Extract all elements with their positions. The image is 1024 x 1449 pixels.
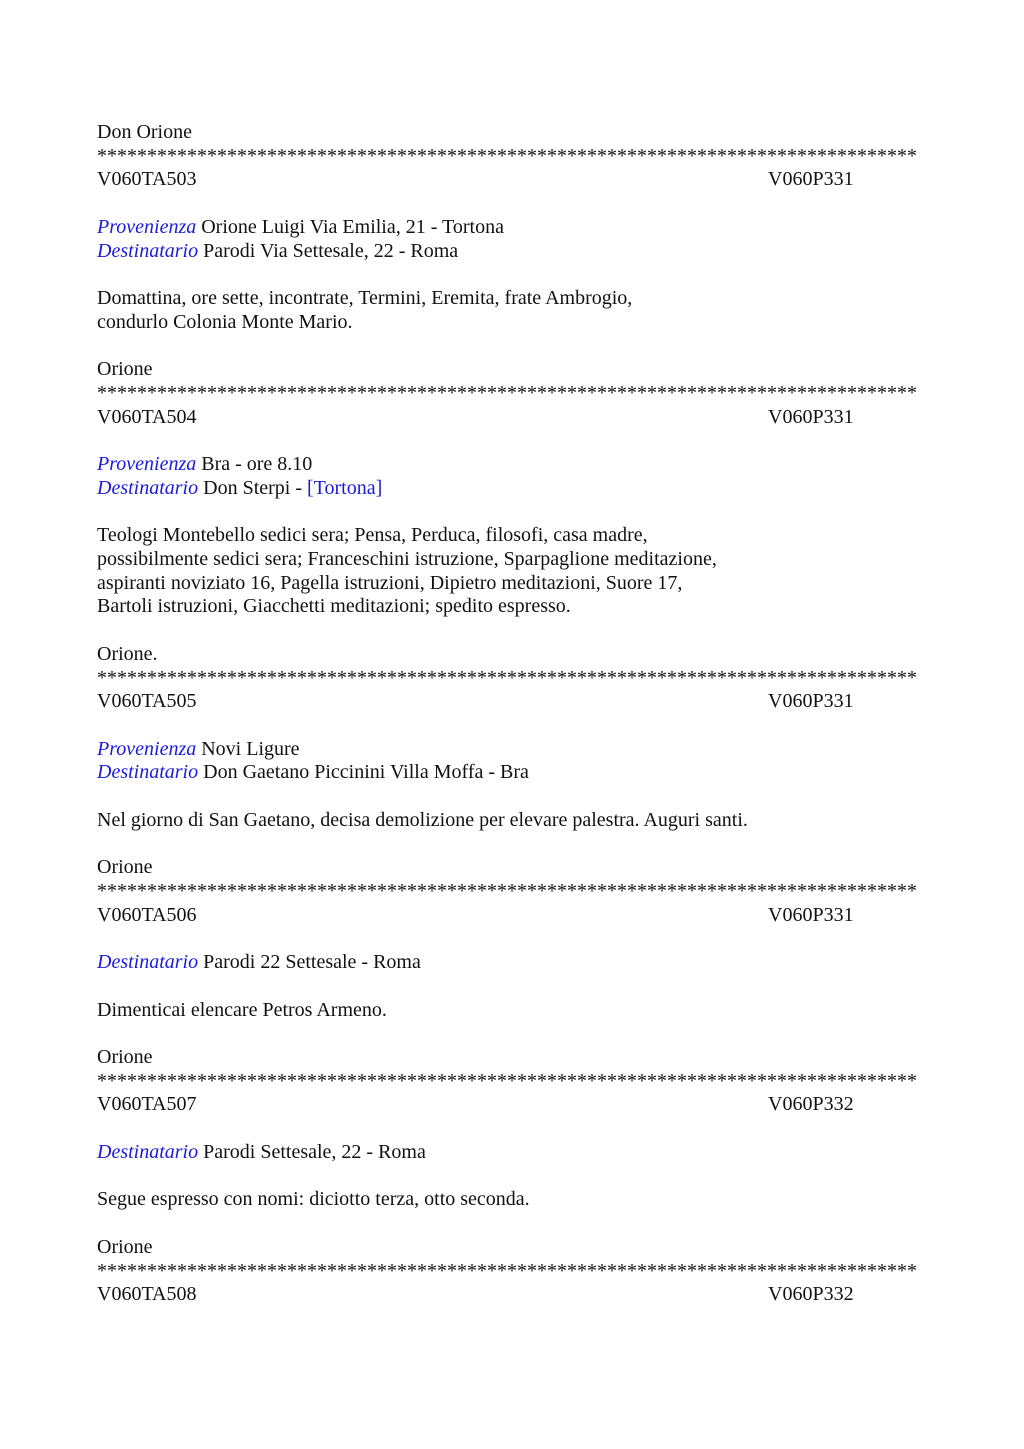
- destinatario-line: [97, 761, 927, 785]
- entry-id: V060TA504: [97, 405, 197, 428]
- destinatario-label: Destinatario: [97, 951, 199, 974]
- body-line: Teologi Montebello sedici sera; Pensa, Perduca, filosofi, casa madre,: [97, 524, 648, 547]
- signature: Orione.: [97, 642, 158, 665]
- entry-header: [97, 1283, 927, 1307]
- body-line: possibilmente sedici sera; Franceschini istruzione, Sparpaglione meditazione,: [97, 547, 717, 570]
- provenienza-label: Provenienza: [97, 215, 197, 238]
- page-ref: V060P331: [768, 405, 854, 428]
- separator: **********************************************************************************: [97, 666, 917, 689]
- page-ref: V060P332: [768, 1283, 854, 1306]
- separator: **********************************************************************************: [97, 1069, 917, 1092]
- entry-id: V060TA503: [97, 168, 197, 191]
- destinatario-label: Destinatario: [97, 239, 199, 262]
- destinatario-value: Parodi 22 Settesale - Roma: [203, 951, 421, 974]
- provenienza-value: Novi Ligure: [201, 737, 300, 760]
- entry-id: V060TA508: [97, 1283, 197, 1306]
- destinatario-value: Parodi Settesale, 22 - Roma: [203, 1140, 426, 1163]
- body-line: condurlo Colonia Monte Mario.: [97, 310, 353, 333]
- destinatario-label: Destinatario: [97, 1140, 199, 1163]
- destinatario-line: [97, 477, 927, 501]
- body-line: aspiranti noviziato 16, Pagella istruzioni, Dipietro meditazioni, Suore 17,: [97, 571, 683, 594]
- provenienza-label: Provenienza: [97, 453, 197, 476]
- document-page: [97, 121, 927, 1307]
- destinatario-line: [97, 951, 927, 975]
- destinatario-value: Don Gaetano Piccinini Villa Moffa - Bra: [203, 761, 529, 784]
- destinatario-label: Destinatario: [97, 761, 199, 784]
- destinatario-line: [97, 1141, 927, 1165]
- signature: Orione: [97, 1046, 153, 1069]
- destinatario-label: Destinatario: [97, 476, 199, 499]
- provenienza-line: [97, 216, 927, 240]
- provenienza-value: Orione Luigi Via Emilia, 21 - Tortona: [201, 215, 504, 238]
- body-line: Domattina, ore sette, incontrate, Termini, Eremita, frate Ambrogio,: [97, 287, 633, 310]
- page-ref: V060P332: [768, 1093, 854, 1116]
- signature: Don Orione: [97, 121, 192, 143]
- entry-header: [97, 904, 927, 928]
- entry-header: [97, 168, 927, 192]
- destinatario-value: Parodi Via Settesale, 22 - Roma: [203, 239, 459, 262]
- signature: Orione: [97, 1235, 153, 1258]
- page-ref: V060P331: [768, 903, 854, 926]
- body-line: Segue espresso con nomi: diciotto terza, otto seconda.: [97, 1188, 530, 1211]
- page-ref: V060P331: [768, 168, 854, 191]
- entry-header: [97, 690, 927, 714]
- separator: **********************************************************************************: [97, 381, 917, 404]
- entry-id: V060TA505: [97, 690, 197, 713]
- body-line: Dimenticai elencare Petros Armeno.: [97, 998, 387, 1021]
- signature: Orione: [97, 856, 153, 879]
- signature: Orione: [97, 358, 153, 381]
- page-ref: V060P331: [768, 690, 854, 713]
- body-line: Nel giorno di San Gaetano, decisa demolizione per elevare palestra. Auguri santi.: [97, 808, 748, 831]
- entry-id: V060TA507: [97, 1093, 197, 1116]
- body-line: Bartoli istruzioni, Giacchetti meditazioni; spedito espresso.: [97, 595, 571, 618]
- entry-header: [97, 406, 927, 430]
- separator: **********************************************************************************: [97, 880, 917, 902]
- entry-header: [97, 1093, 927, 1117]
- separator: **********************************************************************************: [97, 144, 917, 167]
- entry-id: V060TA506: [97, 903, 197, 926]
- separator: **********************************************************************************: [97, 1259, 917, 1282]
- destinatario-line: [97, 240, 927, 264]
- destinatario-value: Don Sterpi -: [203, 476, 308, 499]
- provenienza-line: [97, 738, 927, 762]
- provenienza-line: [97, 453, 927, 477]
- destinatario-link[interactable]: [Tortona]: [307, 476, 383, 499]
- provenienza-value: Bra - ore 8.10: [201, 453, 313, 476]
- provenienza-label: Provenienza: [97, 737, 197, 760]
